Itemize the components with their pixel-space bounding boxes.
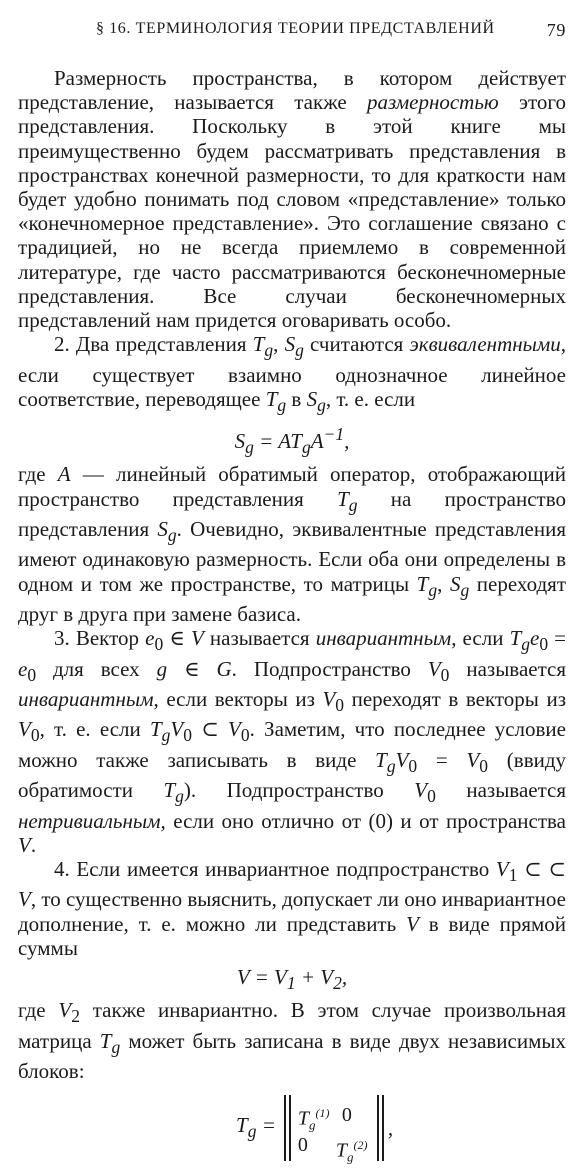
paragraph-2: 2. Два представления $T_g$, $S_g$ считаются эквивалентными, если существует взаимно однозначное линейное соответствие, переводящее $T_g$ в $S_g$, т. е. если	[18, 332, 567, 416]
body-text	[18, 66, 566, 1165]
running-header	[96, 20, 566, 50]
formula-equivalence: $S_g = AT_gA^{-1}$,	[234, 424, 350, 458]
page-number: 79	[546, 20, 566, 40]
paragraph-3: где A — линейный обратимый оператор, отображающий пространство представления $T_g$ на пространство представления $S_g$. Очевидно, эквивалентные представления имеют одинаковую размерность. Если оба они определены в одном и том же пространстве, то матрицы $T_g$, $S_g$ переходят друг в друга при замене базиса.	[18, 462, 567, 626]
formula-block-matrix: $T_g$ = $T_g^{(1)}$ 0 0 $T_g^{(2)}$ ,	[18, 1093, 566, 1165]
paragraph-6: где $V_2$ также инвариантно. В этом случае произвольная матрица $T_g$ может быть записана в виде двух независимых блоков:	[18, 998, 567, 1083]
paragraph-1: Размерность пространства, в котором действует представление, называется также размерностью этого представления. Поскольку в этой книге мы преимущественно будем рассматривать представления в пространствах конечной размерности, то для краткости нам будет удобно понимать под словом «представление» только «конечномерное представление». Это соглашение связано с традицией, но не всегда приемлемо в современной литературе, где часто рассматриваются бесконечномерные представления. Все случаи бесконечномерных представлений нам придется оговаривать особо.	[18, 66, 567, 333]
paragraph-5: 4. Если имеется инвариантное подпространство $V_1$ ⊂ ⊂ V, то существенно выяснить, допускает ли оно инвариантное дополнение, т. е. можно ли представить V в виде прямой суммы	[18, 856, 567, 960]
formula-direct-sum: $V = V_1 + V_2$,	[236, 964, 348, 994]
block-matrix: $T_g^{(1)}$ 0 0 $T_g^{(2)}$	[284, 1095, 384, 1161]
paragraph-4: 3. Вектор $e_0$ ∈ V называется инвариантным, если $T_ge_0 = e_0$ для всех g ∈ G. Подпространство $V_0$ называется инвариантным, если векторы из $V_0$ переходят в векторы из $V_0$, т. е. если $T_gV_0$ ⊂ $V_0$. Заметим, что последнее условие можно также записывать в виде $T_gV_0 = V_0$ (ввиду обратимости $T_g$). Подпространство $V_0$ называется нетривиальным, если оно отлично от (0) и от пространства V.	[18, 626, 567, 857]
running-title: § 16. ТЕРМИНОЛОГИЯ ТЕОРИИ ПРЕДСТАВЛЕНИЙ	[96, 20, 495, 37]
